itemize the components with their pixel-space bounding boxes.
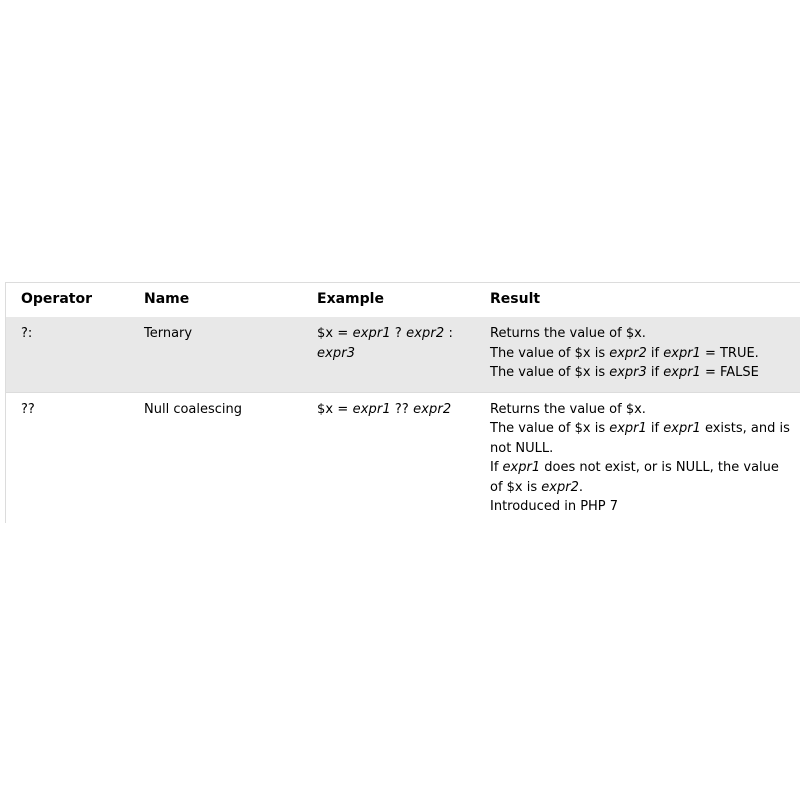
name-cell: Ternary [129,317,302,392]
result-line: Introduced in PHP 7 [490,499,619,514]
operator-cell: ?: [6,317,129,392]
operator-cell: ?? [6,392,129,523]
table-row [6,317,800,392]
header-operator: Operator [6,283,129,317]
result-cell [475,317,800,392]
result-line: The value of $x is expr1 if expr1 exists, and is not NULL. [490,421,790,456]
table-row [6,392,800,523]
result-line: The value of $x is expr3 if expr1 = FALSE [490,365,759,380]
table-header-row [6,283,800,317]
example-cell: $x = expr1 ?? expr2 [302,392,475,523]
header-name: Name [129,283,302,317]
name-cell: Null coalescing [129,392,302,523]
result-line: The value of $x is expr2 if expr1 = TRUE. [490,345,759,361]
example-cell: $x = expr1 ? expr2 : expr3 [302,317,475,392]
operators-table-container [5,282,800,523]
header-example: Example [302,283,475,317]
result-line: Returns the value of $x. [490,326,646,341]
result-cell [475,392,800,523]
result-line: Returns the value of $x. [490,401,646,417]
operators-table [6,283,800,523]
result-line: If expr1 does not exist, or is NULL, the value of $x is expr2. [490,460,779,495]
header-result: Result [475,283,800,317]
